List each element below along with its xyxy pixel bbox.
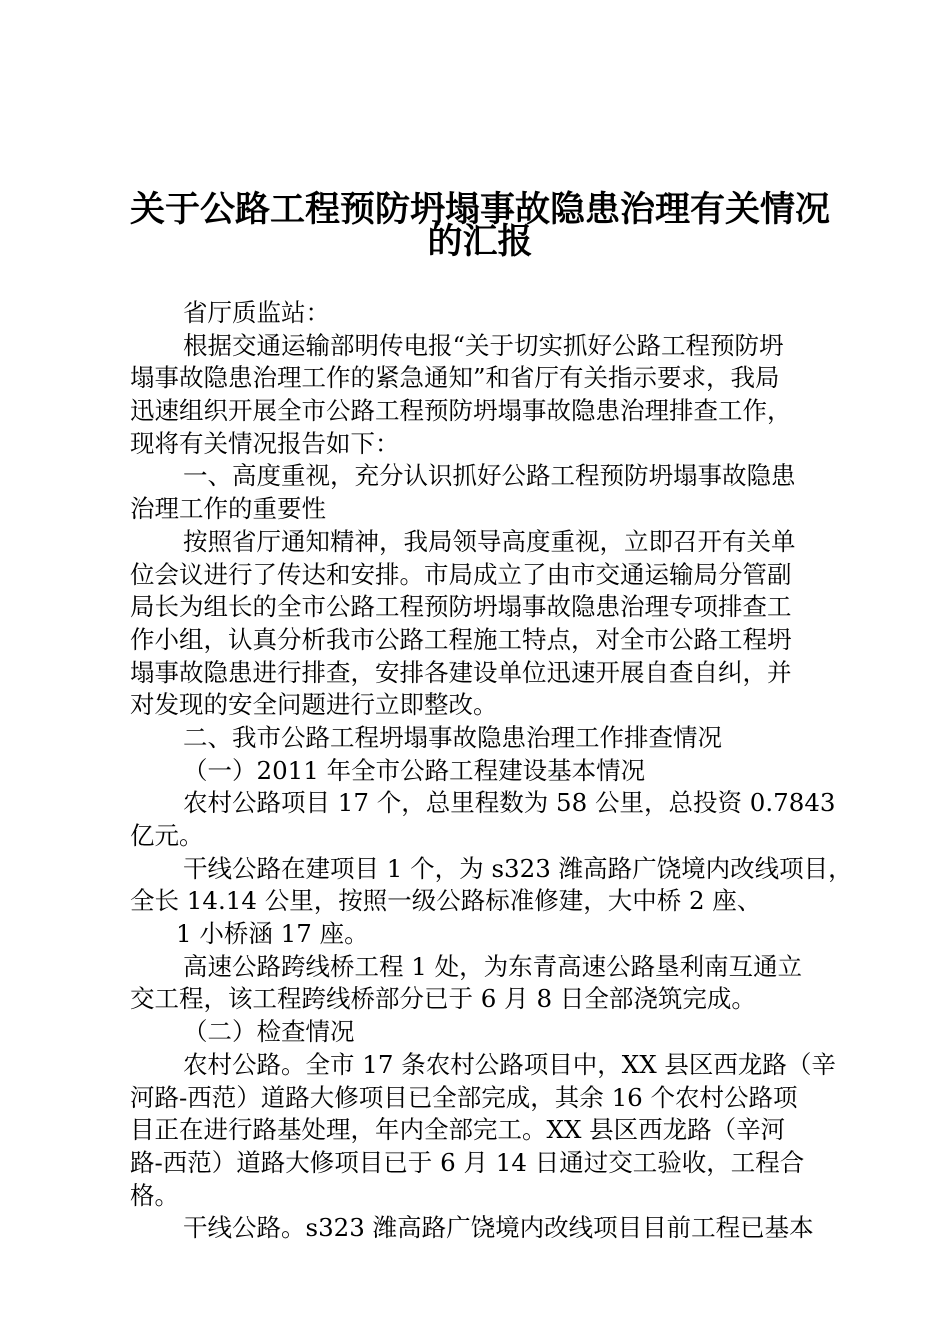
- body-line: （二）检查情况: [183, 1017, 355, 1047]
- body-line: 省厅质监站：: [183, 298, 330, 327]
- body-line: 全长 14.14 公里，按照一级公路标准修建，大中桥 2 座、: [130, 886, 762, 916]
- body-line: 农村公路项目 17 个，总里程数为 58 公里，总投资 0.7843: [183, 788, 836, 818]
- body-line: 路-西范）道路大修项目已于 6 月 14 日通过交工验收，工程合: [130, 1147, 805, 1177]
- body-line: 一、高度重视，充分认识抓好公路工程预防坍塌事故隐患: [183, 461, 796, 491]
- body-line: 干线公路在建项目 1 个，为 s323 潍高路广饶境内改线项目，: [183, 853, 853, 883]
- body-line: 局长为组长的全市公路工程预防坍塌事故隐患治理专项排查工: [130, 592, 792, 622]
- body-line: 农村公路。全市 17 条农村公路项目中，XX 县区西龙路（辛: [183, 1049, 836, 1079]
- body-line: 亿元。: [130, 821, 204, 850]
- document-title-line-2: 的汇报: [427, 222, 533, 262]
- body-line: 治理工作的重要性: [130, 494, 326, 524]
- body-line: 根据交通运输部明传电报“关于切实抓好公路工程预防坍: [183, 330, 784, 360]
- document-title-line-1: 关于公路工程预防坍塌事故隐患治理有关情况: [129, 190, 830, 230]
- body-line: 目正在进行路基处理，年内全部完工。XX 县区西龙路（辛河: [130, 1115, 786, 1145]
- body-line: 塌事故隐患进行排查，安排各建设单位迅速开展自查自纠，并: [130, 657, 792, 687]
- body-line: 交工程，该工程跨线桥部分已于 6 月 8 日全部浇筑完成。: [130, 984, 756, 1014]
- body-line: 现将有关情况报告如下：: [130, 428, 400, 458]
- document-body: [130, 297, 853, 1245]
- body-line: 格。: [130, 1180, 179, 1210]
- body-line: 干线公路。s323 潍高路广饶境内改线项目目前工程已基本: [183, 1213, 814, 1243]
- body-line: 位会议进行了传达和安排。市局成立了由市交通运输局分管副: [130, 559, 792, 589]
- body-line: 河路-西范）道路大修项目已全部完成，其余 16 个农村公路项: [130, 1082, 798, 1112]
- body-line: 按照省厅通知精神，我局领导高度重视，立即召开有关单: [183, 526, 796, 556]
- body-line: 塌事故隐患治理工作的紧急通知”和省厅有关指示要求，我局: [130, 363, 780, 393]
- body-line: 迅速组织开展全市公路工程预防坍塌事故隐患治理排查工作，: [130, 396, 792, 426]
- body-line: 对发现的安全问题进行立即整改。: [130, 690, 498, 720]
- body-line: 二、我市公路工程坍塌事故隐患治理工作排查情况: [183, 722, 722, 752]
- body-line: 作小组，认真分析我市公路工程施工特点，对全市公路工程坍: [130, 624, 792, 654]
- body-line: （一）2011 年全市公路工程建设基本情况: [183, 755, 646, 785]
- body-line: 高速公路跨线桥工程 1 处，为东青高速公路垦利南互通立: [183, 951, 803, 981]
- body-line: 1 小桥涵 17 座。: [176, 919, 369, 949]
